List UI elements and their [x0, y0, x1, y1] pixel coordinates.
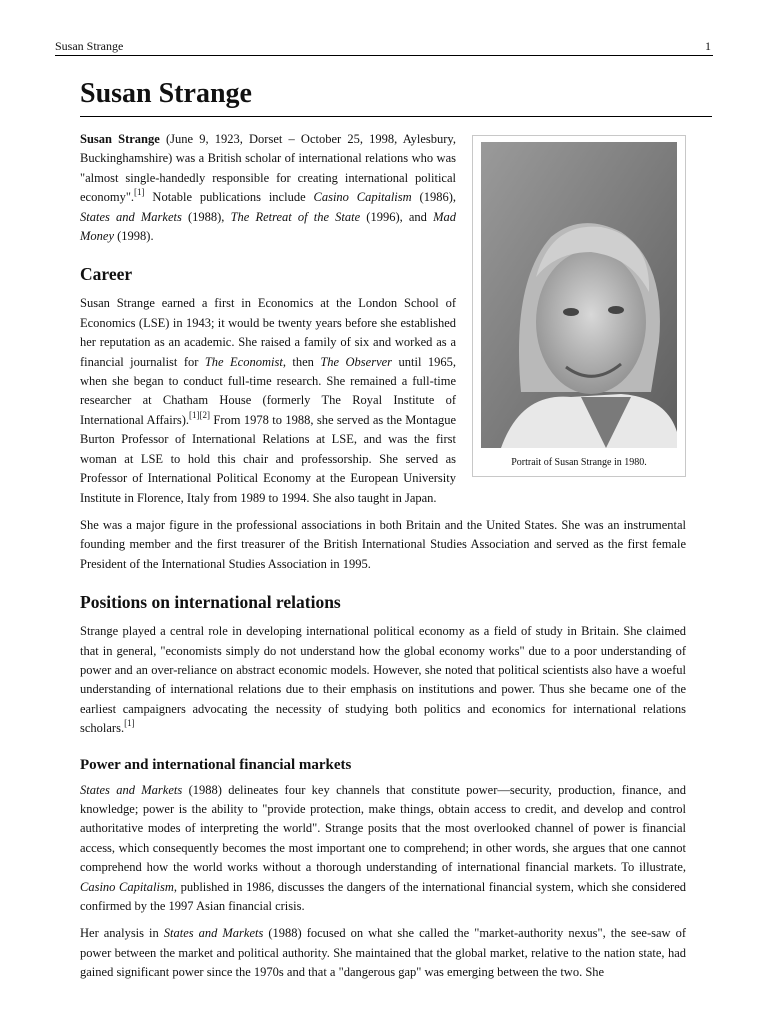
- article-body: [80, 130, 686, 991]
- book-title: Casino Capitalism: [80, 879, 174, 894]
- section-heading-career: Career: [80, 264, 133, 285]
- career-text: until 1965, when she began to conduct full-time research. She remained a full-time researcher at Chatham House (formerly The Royal Institute of International Affairs).: [80, 354, 456, 427]
- intro-text: (1986),: [411, 190, 456, 205]
- section-heading-positions: Positions on international relations: [80, 592, 341, 613]
- positions-text: Strange played a central role in developing international political economy as a field of study in Britain. She claimed that in general, "economists simply do not understand how the global economy works" due to a poor understanding of power and an over-reliance on abstract economic models. However, she noted that political scientists also have a woeful understanding of international relations due to their emphasis on institutions and power. Thus she became one of the earliest campaigners advocating the necessity of studying both politics and economics for international relations scholars.: [80, 624, 686, 736]
- portrait-figure: [472, 135, 686, 477]
- book-title: Mad Money: [80, 209, 456, 244]
- publication-title: The Observer: [320, 354, 393, 369]
- book-title: The Retreat of the State: [230, 209, 361, 224]
- career-paragraph-2: She was a major figure in the professional associations in both Britain and the United States. She was an instrumental founding member and the first treasurer of the British International Studies Association and served as the first female President of the International Studies Association in 1995.: [80, 517, 686, 571]
- career-text: From 1978 to 1988, she served as the Montague Burton Professor of International Relations at LSE, and was the first woman at LSE to hold this chair and professorship. She served as Professor of International Political Economy at the European University Institute in Florence, Italy from 1989 to 1994. She also taught in Japan.: [80, 412, 456, 505]
- reference-link[interactable]: [1]: [134, 187, 145, 198]
- book-title: States and Markets: [80, 782, 183, 797]
- career-text: , then: [282, 354, 321, 369]
- power-paragraph-1: [80, 781, 686, 917]
- book-title: Casino Capitalism: [313, 190, 412, 205]
- intro-text: Notable publications include: [144, 190, 314, 205]
- reference-link[interactable]: [1][2]: [189, 409, 211, 420]
- power-text: , published in 1986, discusses the dangers of the international financial system, which she considered confirmed by the 1997 Asian financial crisis.: [80, 879, 686, 913]
- career-text: Susan Strange earned a first in Economics at the London School of Economics (LSE) in 1943; it would be twenty years before she established her reputation as an academic. She raised a family of six and worked as a financial journalist for: [80, 296, 456, 369]
- power-text: Her analysis in: [80, 926, 164, 941]
- positions-paragraph: [80, 622, 686, 738]
- running-header: [55, 39, 713, 56]
- figure-caption: Portrait of Susan Strange in 1980.: [511, 457, 647, 468]
- reference-link[interactable]: [1]: [124, 718, 135, 729]
- power-text: (1988) focused on what she called the "market-authority nexus", the see-saw of power between the market and political authority. She maintained that the global market, relative to the nation state, had gained significant power since the 1970s and that a "dangerous gap" was emerging between the two. She: [80, 926, 686, 980]
- article-title: Susan Strange: [80, 76, 712, 117]
- running-header-title: Susan Strange: [55, 39, 124, 53]
- page-number: 1: [705, 39, 711, 53]
- intro-text: (1998).: [114, 229, 154, 244]
- publication-title: The Economist: [204, 354, 283, 369]
- subject-name: Susan Strange: [80, 132, 160, 146]
- subsection-heading-power: Power and international financial markets: [80, 756, 352, 773]
- power-paragraph-2: [80, 924, 686, 982]
- book-title: States and Markets: [80, 209, 182, 224]
- intro-text: (1996), and: [360, 209, 434, 224]
- intro-text: (1988),: [181, 209, 231, 224]
- power-text: (1988) delineates four key channels that constitute power—security, production, finance, and knowledge; power is the ability to "provide protection, make things, obtain access to credit, and develop and control authoritative modes of interpreting the world". Strange posits that the most overlooked channel of power is financial access, which consequently becomes the most important one to comprehend; in other words, she argues that one cannot comprehend how the world works without a thorough understanding of international financial markets. To illustrate,: [80, 782, 686, 875]
- book-title: States and Markets: [163, 926, 264, 941]
- portrait-photo[interactable]: [481, 142, 677, 448]
- intro-text: (June 9, 1923, Dorset – October 25, 1998, Aylesbury, Buckinghamshire) was a British scholar of international relations who was "almost single-handedly responsible for creating international political economy".: [80, 132, 456, 205]
